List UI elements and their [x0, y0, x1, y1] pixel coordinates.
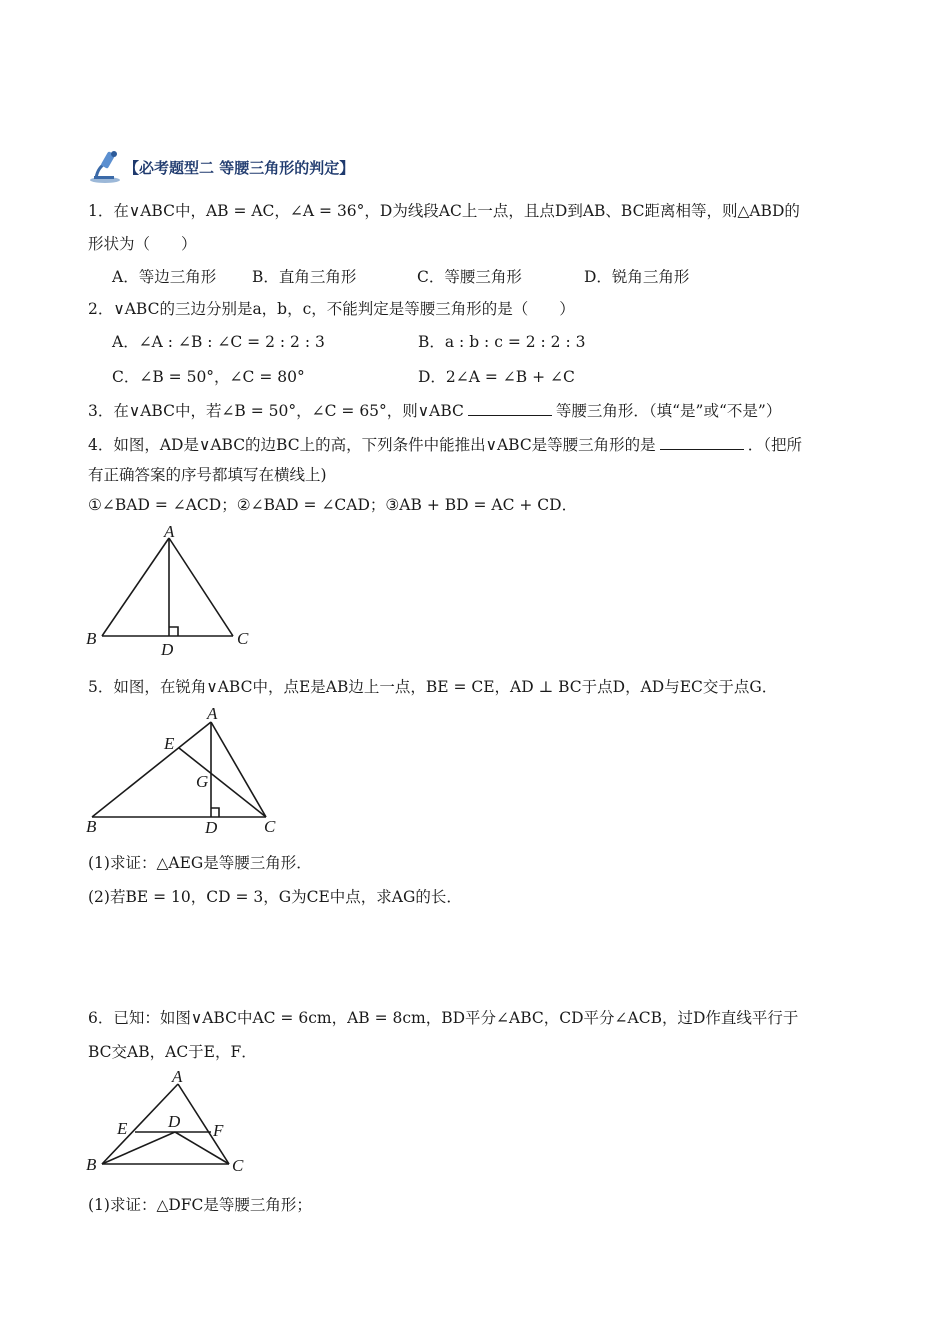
question-2-option-c: C．∠B = 50°，∠C = 80°: [112, 368, 305, 386]
question-3-after: 等腰三角形．（填“是”或“不是”）: [555, 402, 782, 420]
question-1-option-b: B．直角三角形: [252, 268, 357, 286]
question-1-line-2: 形状为（ ）: [88, 235, 197, 253]
q5-label-g: G: [196, 772, 209, 791]
q6-label-e: E: [117, 1119, 128, 1138]
q5-side-ab: [92, 722, 211, 817]
question-4-line-1: [88, 433, 802, 455]
q5-label-c: C: [264, 817, 276, 836]
q6-label-b: B: [86, 1155, 97, 1174]
q6-label-c: C: [232, 1156, 244, 1175]
question-1-option-d: D．锐角三角形: [584, 268, 690, 286]
question-1-option-a: A．等边三角形: [112, 268, 217, 286]
question-4-line-2: 有正确答案的序号都填写在横线上): [88, 466, 327, 484]
q5-segment-ec: [179, 748, 266, 817]
q6-label-f: F: [213, 1121, 224, 1140]
q4-right-angle-mark: [169, 627, 178, 636]
question-4-after: ．（把所: [747, 436, 802, 454]
q5-label-b: B: [86, 817, 97, 836]
question-4-figure: [82, 520, 262, 660]
q6-label-d: D: [168, 1112, 181, 1131]
question-4-line-3: ①∠BAD = ∠ACD；②∠BAD = ∠CAD；③AB + BD = AC + CD．: [88, 496, 578, 514]
q4-side-ac: [169, 538, 233, 636]
question-2-option-b: B．a : b : c = 2 : 2 : 3: [418, 333, 586, 351]
q6-segment-bd: [102, 1132, 175, 1164]
q6-side-ab: [102, 1084, 178, 1164]
q5-right-angle-mark: [211, 808, 219, 817]
q5-label-e: E: [164, 734, 175, 753]
q4-side-ab: [102, 538, 169, 636]
q6-label-a: A: [172, 1067, 183, 1086]
question-6-line-1: 6．已知：如图∨ABC中AC = 6cm，AB = 8cm，BD平分∠ABC，CD平分∠ACB，过D作直线平行于: [88, 1009, 799, 1027]
question-5-stem: 5．如图，在锐角∨ABC中，点E是AB边上一点，BE = CE，AD ⊥ BC于点D，AD与EC交于点G．: [88, 678, 778, 696]
q5-side-ac: [211, 722, 266, 817]
question-4-blank[interactable]: [660, 435, 744, 450]
question-1-option-c: C．等腰三角形: [417, 268, 522, 286]
question-3-blank[interactable]: [468, 401, 552, 416]
question-2-stem: 2．∨ABC的三边分别是a，b，c，不能判定是等腰三角形的是（ ）: [88, 300, 575, 318]
question-6-line-2: BC交AB，AC于E，F．: [88, 1043, 257, 1061]
q5-label-a: A: [207, 704, 218, 723]
section-title: 【必考题型二 等腰三角形的判定】: [124, 159, 355, 177]
microscope-icon: [86, 148, 124, 184]
question-3-before: 3．在∨ABC中，若∠B = 50°，∠C = 65°，则∨ABC: [88, 402, 464, 420]
question-5-part-2: (2)若BE = 10，CD = 3，G为CE中点，求AG的长．: [88, 888, 462, 906]
question-1-line-1: 1．在∨ABC中，AB = AC，∠A = 36°，D为线段AC上一点，且点D到AB、BC距离相等，则△ABD的: [88, 202, 800, 220]
question-6-part-1: (1)求证：△DFC是等腰三角形；: [88, 1196, 312, 1214]
q5-label-d: D: [205, 818, 218, 837]
q4-label-a: A: [164, 522, 175, 541]
question-5-figure: [82, 702, 292, 842]
question-2-option-d: D．2∠A = ∠B + ∠C: [418, 368, 575, 386]
q4-label-c: C: [237, 629, 249, 648]
question-6-figure: [82, 1066, 262, 1181]
question-3: [88, 399, 781, 421]
q4-label-b: B: [86, 629, 97, 648]
question-4-before: 4．如图，AD是∨ABC的边BC上的高，下列条件中能推出∨ABC是等腰三角形的是: [88, 436, 656, 454]
question-5-part-1: (1)求证：△AEG是等腰三角形．: [88, 854, 312, 872]
question-2-option-a: A．∠A : ∠B : ∠C = 2 : 2 : 3: [112, 333, 325, 351]
q4-label-d: D: [161, 640, 174, 659]
